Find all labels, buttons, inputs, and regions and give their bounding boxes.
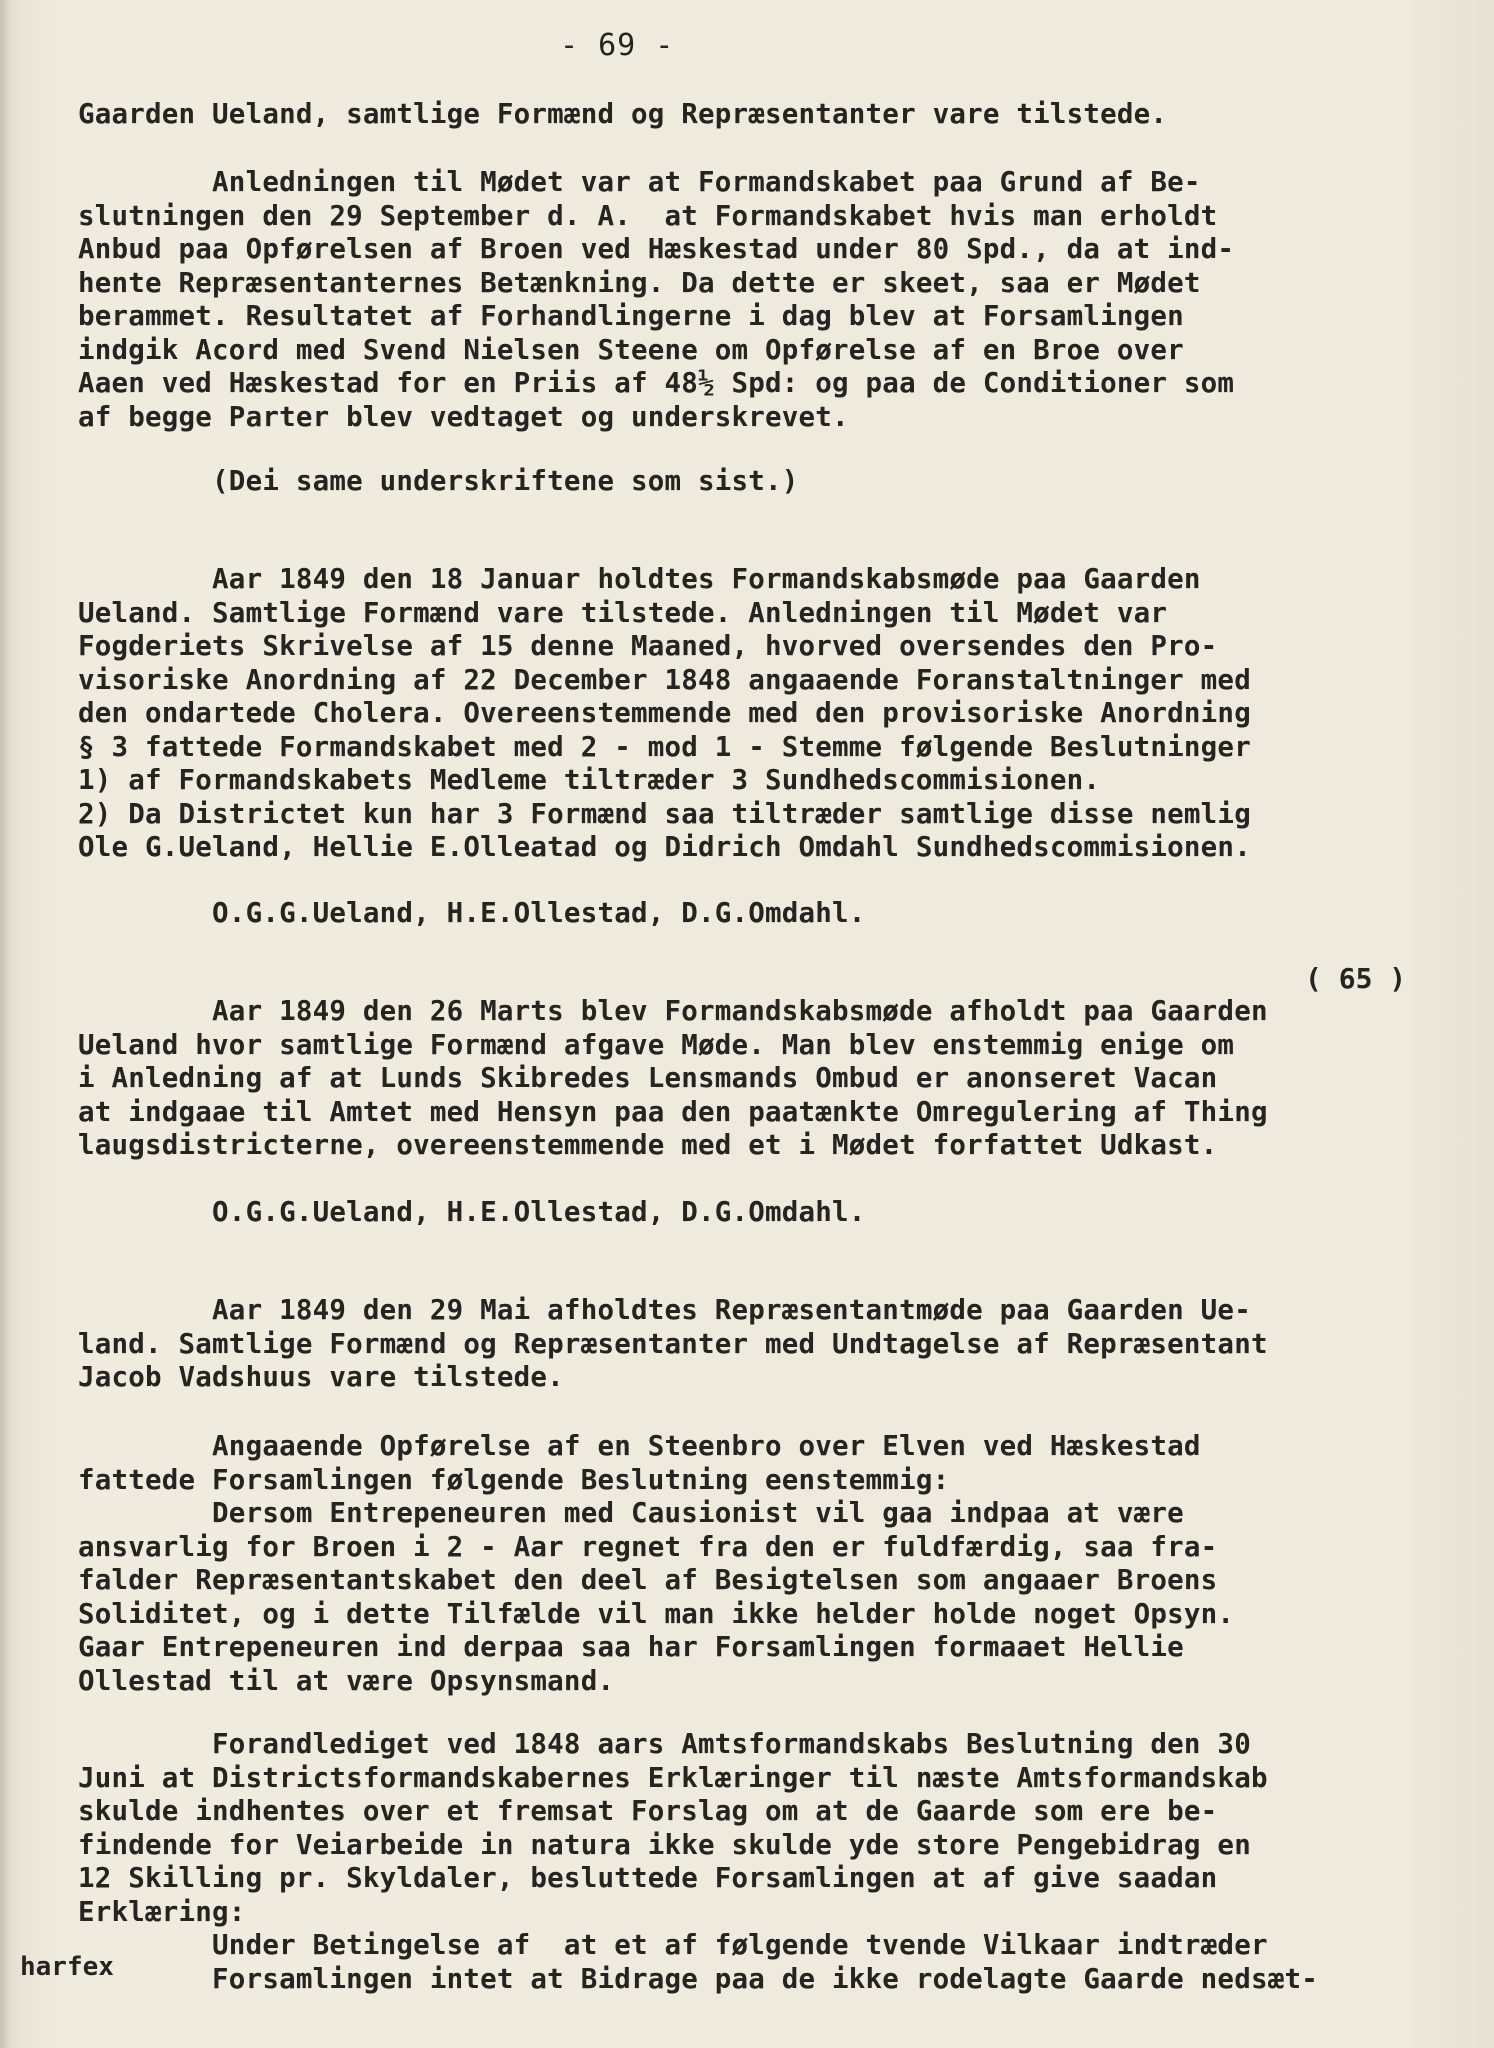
text-line: (Dei same underskriftene som sist.) [78, 465, 799, 497]
text-line: af begge Parter blev vedtaget og underskrevet. [78, 400, 849, 433]
text-line: Erklæring: [78, 1895, 246, 1928]
text-line: O.G.G.Ueland, H.E.Ollestad, D.G.Omdahl. [78, 897, 866, 929]
text-line: Aar 1849 den 26 Marts blev Formandskabsmøde afholdt paa Gaarden [78, 995, 1268, 1027]
text-line: Ueland. Samtlige Formænd vare tilstede. Anledningen til Mødet var [78, 596, 1168, 629]
text-line: O.G.G.Ueland, H.E.Ollestad, D.G.Omdahl. [78, 1196, 866, 1228]
text-line: den ondartede Cholera. Overeenstemmende med den provisoriske Anordning [78, 697, 1251, 729]
text-line: Aar 1849 den 29 Mai afholdtes Repræsentantmøde paa Gaarden Ue- [78, 1294, 1251, 1326]
text-line: Angaaende Opførelse af en Steenbro over Elven ved Hæskestad [78, 1430, 1201, 1462]
margin-note: harfex [20, 1952, 114, 1982]
text-line: Juni at Districtsformandskabernes Erklæringer til næste Amtsformandskab [78, 1761, 1268, 1794]
text-line: Ueland hvor samtlige Formænd afgave Møde. Man blev enstemmig enige om [78, 1028, 1235, 1061]
text-line: Aaen ved Hæskestad for en Priis af 48½ Spd: og paa de Conditioner som [78, 367, 1235, 399]
text-line: i Anledning af at Lunds Skibredes Lensmands Ombud er anonseret Vacan [78, 1062, 1218, 1094]
text-line: fattede Forsamlingen følgende Beslutning eenstemmig: [78, 1463, 950, 1496]
text-line: Aar 1849 den 18 Januar holdtes Formandskabsmøde paa Gaarden [78, 563, 1201, 595]
text-line: Fogderiets Skrivelse af 15 denne Maaned, hvorved oversendes den Pro- [78, 630, 1218, 662]
text-line: Ollestad til at være Opsynsmand. [78, 1664, 615, 1697]
text-line: 12 Skilling pr. Skyldaler, besluttede Forsamlingen at af give saadan [78, 1862, 1218, 1894]
text-line: laugsdistricterne, overeenstemmende med et i Mødet forfattet Udkast. [78, 1129, 1218, 1161]
text-line: Gaar Entrepeneuren ind derpaa saa har Forsamlingen formaaet Hellie [78, 1631, 1184, 1663]
text-line: visoriske Anordning af 22 December 1848 angaaende Foranstaltninger med [78, 663, 1251, 696]
text-line: findende for Veiarbeide in natura ikke skulde yde store Pengebidrag en [78, 1828, 1251, 1861]
text-line: at indgaae til Amtet med Hensyn paa den paatænkte Omregulering af Thing [78, 1095, 1268, 1128]
paragraph-block [78, 995, 1468, 1163]
page-number: - 69 - [560, 28, 675, 63]
text-line: 2) Da Districtet kun har 3 Formænd saa tiltræder samtlige disse nemlig [78, 797, 1251, 830]
text-line: Gaarden Ueland, samtlige Formænd og Repræsentanter vare tilstede. [78, 98, 1168, 130]
paragraph-block [78, 1430, 1468, 1698]
text-line: indgik Acord med Svend Nielsen Steene om Opførelse af en Broe over [78, 333, 1184, 366]
paragraph-block [78, 98, 1468, 132]
text-line: Under Betingelse af at et af følgende tvende Vilkaar indtræder [78, 1929, 1268, 1961]
text-line: slutningen den 29 September d. A. at Formandskabet hvis man erholdt [78, 199, 1218, 232]
paragraph-block [78, 897, 1468, 931]
text-line: skulde indhentes over et fremsat Forslag om at de Gaarde som ere be- [78, 1795, 1218, 1827]
text-line: falder Repræsentantskabet den deel af Besigtelsen som angaaer Broens [78, 1564, 1218, 1596]
text-line: 1) af Formandskabets Medleme tiltræder 3 Sundhedscommisionen. [78, 764, 1101, 796]
text-line: berammet. Resultatet af Forhandlingerne i dag blev at Forsamlingen [78, 300, 1184, 332]
paragraph-block [78, 1728, 1468, 1996]
text-line: Anbud paa Opførelsen af Broen ved Hæskestad under 80 Spd., da at ind- [78, 233, 1235, 265]
text-line: § 3 fattede Formandskabet med 2 - mod 1 - Stemme følgende Beslutninger [78, 730, 1251, 763]
text-line: Ole G.Ueland, Hellie E.Olleatad og Didrich Omdahl Sundhedscommisionen. [78, 831, 1251, 863]
text-line: Jacob Vadshuus vare tilstede. [78, 1361, 564, 1393]
text-line: Soliditet, og i dette Tilfælde vil man ikke helder holde noget Opsyn. [78, 1597, 1235, 1630]
paragraph-block [78, 563, 1468, 865]
text-line: land. Samtlige Formænd og Repræsentanter med Undtagelse af Repræsentant [78, 1327, 1268, 1360]
text-line: hente Repræsentanternes Betænkning. Da dette er skeet, saa er Mødet [78, 266, 1201, 299]
paragraph-block [78, 1196, 1468, 1230]
text-line: Forandlediget ved 1848 aars Amtsformandskabs Beslutning den 30 [78, 1728, 1251, 1760]
text-line: ansvarlig for Broen i 2 - Aar regnet fra den er fuldfærdig, saa fra- [78, 1530, 1218, 1563]
paragraph-block [78, 1294, 1468, 1395]
page-reference-marker: ( 65 ) [1305, 962, 1407, 995]
paragraph-block [78, 465, 1468, 499]
text-line: Forsamlingen intet at Bidrage paa de ikke rodelagte Gaarde nedsæt- [78, 1962, 1318, 1995]
text-line: Anledningen til Mødet var at Formandskabet paa Grund af Be- [78, 166, 1201, 198]
paragraph-block [78, 166, 1468, 434]
binding-shadow [0, 0, 10, 2048]
text-line: Dersom Entrepeneuren med Causionist vil gaa indpaa at være [78, 1497, 1184, 1529]
